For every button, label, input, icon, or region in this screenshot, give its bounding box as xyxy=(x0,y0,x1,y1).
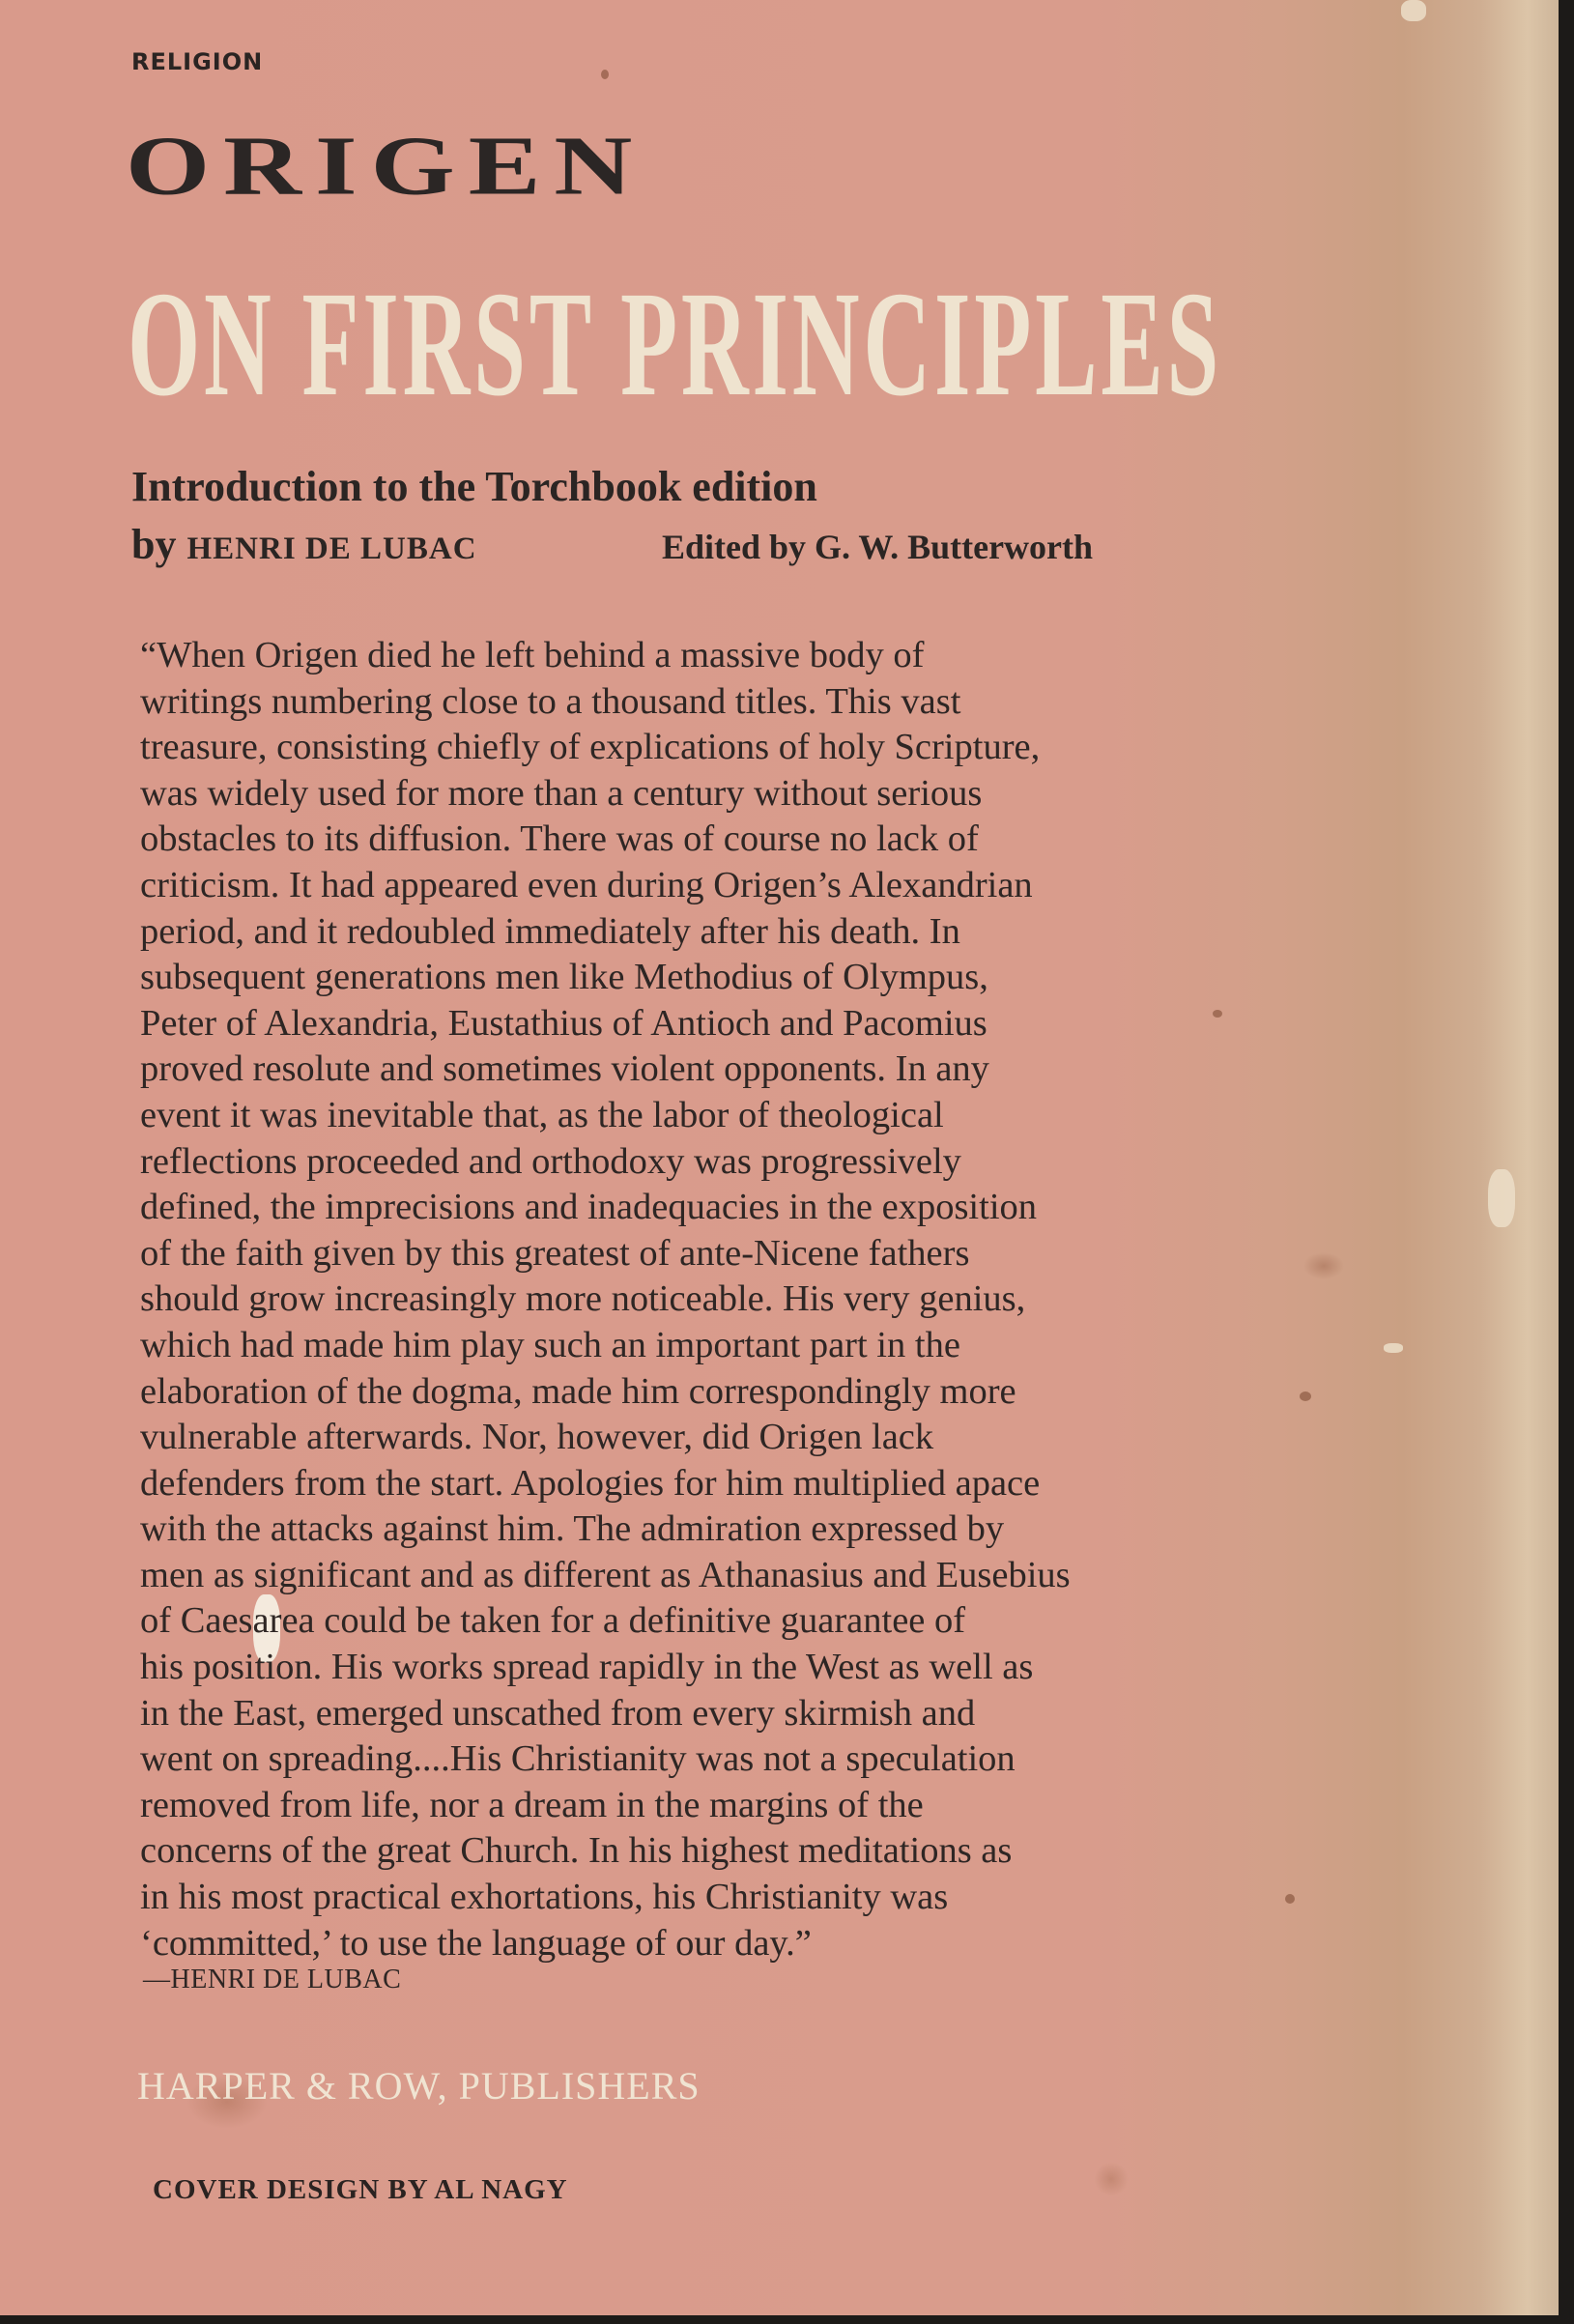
quote-line: his position. His works spread rapidly in the West as well as xyxy=(140,1647,1034,1688)
quote-line: event it was inevitable that, as the labor of theological xyxy=(140,1094,944,1135)
quote-line: defenders from the start. Apologies for him multiplied apace xyxy=(140,1462,1041,1504)
quote-line: Peter of Alexandria, Eustathius of Antioch and Pacomius xyxy=(140,1002,987,1044)
by-prefix: by xyxy=(131,521,177,568)
quote-line: ‘committed,’ to use the language of our day.” xyxy=(140,1922,812,1964)
quote-line: defined, the imprecisions and inadequacies in the exposition xyxy=(140,1187,1038,1228)
cover-design-credit: COVER DESIGN BY AL NAGY xyxy=(153,2174,568,2205)
quote-line: with the attacks against him. The admiration expressed by xyxy=(140,1508,1005,1550)
wear-mark xyxy=(1384,1343,1403,1353)
byline xyxy=(131,520,477,569)
blurb-quote xyxy=(140,633,1300,1966)
quote-line: of the faith given by this greatest of ante-Nicene fathers xyxy=(140,1232,970,1274)
quote-line: subsequent generations men like Methodius of Olympus, xyxy=(140,957,988,998)
quote-line: which had made him play such an important part in the xyxy=(140,1324,960,1365)
author-title: ORIGEN xyxy=(126,119,646,214)
quote-line: in his most practical exhortations, his Christianity was xyxy=(140,1877,949,1918)
category-label: RELIGION xyxy=(131,48,264,75)
quote-line: obstacles to its diffusion. There was of course no lack of xyxy=(140,818,979,860)
quote-line: concerns of the great Church. In his highest meditations as xyxy=(140,1830,1013,1872)
quote-line: in the East, emerged unscathed from every skirmish and xyxy=(140,1692,976,1734)
quote-line: period, and it redoubled immediately after his death. In xyxy=(140,910,960,952)
stain xyxy=(601,70,609,79)
quote-line: writings numbering close to a thousand titles. This vast xyxy=(140,680,961,722)
intro-line: Introduction to the Torchbook edition xyxy=(131,463,817,510)
wear-mark xyxy=(1488,1169,1515,1227)
quote-line: should grow increasingly more noticeable. His very genius, xyxy=(140,1278,1026,1320)
stain xyxy=(1300,1392,1311,1401)
quote-line: men as significant and as different as Athanasius and Eusebius xyxy=(140,1554,1071,1595)
intro-author: HENRI DE LUBAC xyxy=(186,531,477,566)
quote-attribution: —HENRI DE LUBAC xyxy=(143,1965,402,1994)
quote-line: reflections proceeded and orthodoxy was progressively xyxy=(140,1140,961,1182)
quote-line: of Caesarea could be taken for a definitive guarantee of xyxy=(140,1600,966,1642)
quote-line: “When Origen died he left behind a massive body of xyxy=(140,635,925,675)
quote-line: went on spreading....His Christianity was not a speculation xyxy=(140,1738,1016,1780)
quote-line: treasure, consisting chiefly of explications of holy Scripture, xyxy=(140,727,1041,768)
quote-line: proved resolute and sometimes violent opponents. In any xyxy=(140,1048,989,1090)
book-title: ON FIRST PRINCIPLES xyxy=(128,260,1223,427)
quote-line: elaboration of the dogma, made him correspondingly more xyxy=(140,1370,1016,1412)
quote-line: vulnerable afterwards. Nor, however, did Origen lack xyxy=(140,1417,934,1458)
editor-line: Edited by G. W. Butterworth xyxy=(662,528,1094,566)
quote-line: removed from life, nor a dream in the margins of the xyxy=(140,1784,924,1825)
quote-line: criticism. It had appeared even during Origen’s Alexandrian xyxy=(140,864,1033,905)
quote-line: was widely used for more than a century without serious xyxy=(140,772,983,814)
publisher-name: HARPER & ROW, PUBLISHERS xyxy=(137,2064,701,2108)
wear-mark xyxy=(1401,0,1426,21)
